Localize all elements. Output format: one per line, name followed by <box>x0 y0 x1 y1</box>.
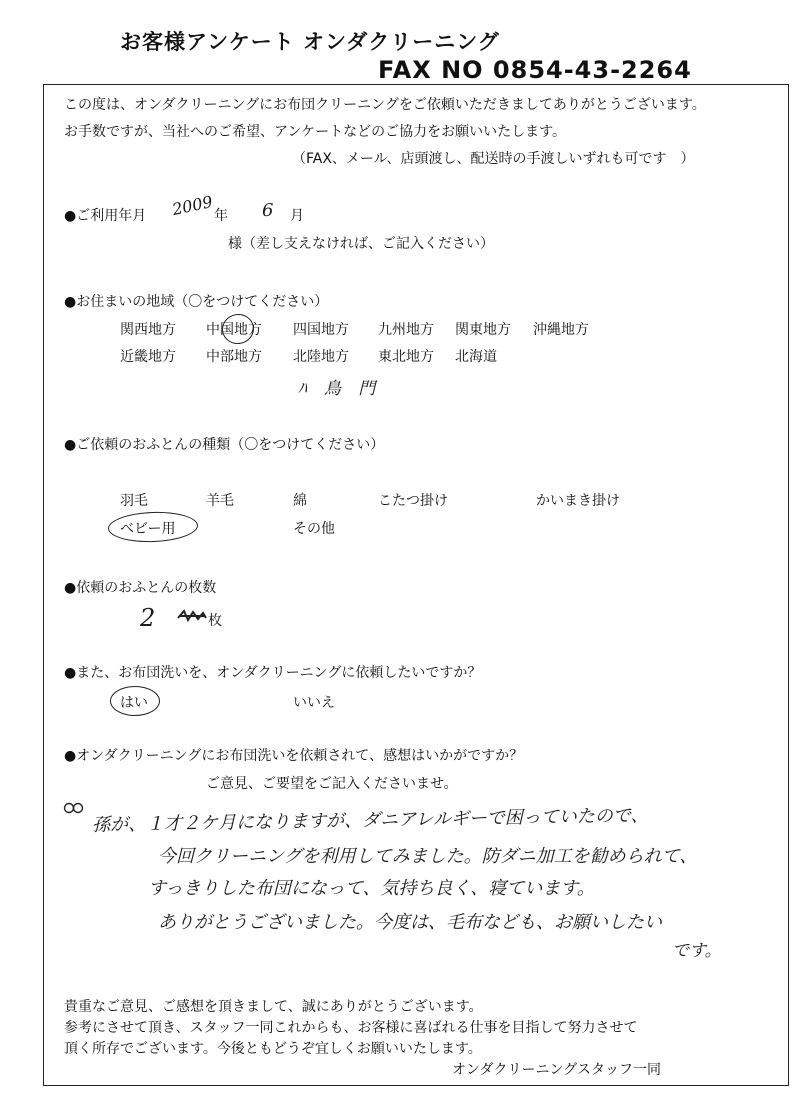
region-chubu: 中部地方 <box>206 349 262 365</box>
region-kinki: 近畿地方 <box>120 349 176 365</box>
region-handwritten-note: ﾊ 鳥 門 <box>298 379 382 399</box>
futon-men: 綿 <box>293 493 307 509</box>
closing-signature: オンダクリーニングスタッフ一同 <box>452 1062 662 1078</box>
intro-line-1: この度は、オンダクリーニングにお布団クリーニングをご依頼いただきましてありがとうございます。 <box>64 97 706 113</box>
region-kansai: 関西地方 <box>120 322 176 338</box>
futon-kotatsu: こたつ掛け <box>378 493 448 509</box>
impression-sub: ご意見、ご要望をご記入くださいませ。 <box>206 776 458 792</box>
count-handwritten: 2 <box>140 604 156 632</box>
impression-line-3: すっきりした布団になって、気持ち良く、寝ています。 <box>148 878 595 899</box>
region-hokuriku: 北陸地方 <box>293 349 349 365</box>
closing-line-2: 参考にさせて頂き、スタッフ一同これからも、お客様に喜ばれる仕事を目指して努力させて <box>64 1020 638 1036</box>
doodle-icon <box>62 800 86 816</box>
region-kanto: 関東地方 <box>455 322 511 338</box>
request-yes: はい <box>120 695 148 711</box>
futon-youmou: 羊毛 <box>206 493 234 509</box>
scribble-mark <box>176 608 208 624</box>
region-kyushu: 九州地方 <box>378 322 434 338</box>
count-unit: 枚 <box>208 613 222 629</box>
impression-line-1: 孫が、１才２ケ月になりますが、ダニアレルギーで困っていたので、 <box>91 805 649 836</box>
usage-year-handwritten: 2009 <box>170 191 215 220</box>
impression-line-5: です。 <box>672 941 722 961</box>
region-chugoku: 中国地方 <box>206 322 262 338</box>
usage-year-label: 年 <box>214 208 228 224</box>
request-again-heading: ●また、お布団洗いを、オンダクリーニングに依頼したいですか？ <box>64 665 482 681</box>
impression-line-2: 今回クリーニングを利用してみました。防ダニ加工を勧められて、 <box>158 846 698 867</box>
usage-month-label: 月 <box>290 208 304 224</box>
impression-line-4: ありがとうございました。今度は、毛布なども、お願いしたい <box>158 912 662 933</box>
count-heading: ●依頼のおふとんの枚数 <box>64 580 217 596</box>
region-hokkaido: 北海道 <box>455 349 497 365</box>
region-heading: ●お住まいの地域（〇をつけてください） <box>64 294 329 310</box>
region-shikoku: 四国地方 <box>293 322 349 338</box>
name-label: 様（差し支えなければ、ご記入ください） <box>228 236 494 252</box>
request-selected-circle <box>110 686 160 716</box>
intro-line-2: お手数ですが、当社へのご希望、アンケートなどのご協力をお願いいたします。 <box>64 124 567 140</box>
request-no: いいえ <box>293 695 335 711</box>
closing-line-1: 貴重なご意見、ご感想を頂きまして、誠にありがとうございます。 <box>64 999 483 1015</box>
usage-label: ●ご利用年月 <box>64 208 147 224</box>
impression-heading: ●オンダクリーニングにお布団洗いを依頼されて、感想はいかがですか？ <box>64 748 524 764</box>
closing-line-3: 頂く所存でございます。今後ともどうぞ宜しくお願いいたします。 <box>64 1041 482 1057</box>
fax-number: FAX NO 0854-43-2264 <box>378 56 692 84</box>
intro-line-3: （FAX、メール、店頭渡し、配送時の手渡しいずれも可です ） <box>292 151 695 167</box>
futon-other: その他 <box>293 521 335 537</box>
futon-baby: ベビー用 <box>120 521 176 537</box>
futon-umou: 羽毛 <box>120 493 148 509</box>
region-tohoku: 東北地方 <box>378 349 434 365</box>
usage-month-handwritten: 6 <box>262 200 274 221</box>
futon-kaimaki: かいまき掛け <box>536 493 620 509</box>
survey-title: お客様アンケート オンダクリーニング <box>120 30 500 54</box>
region-okinawa: 沖縄地方 <box>533 322 589 338</box>
futon-type-heading: ●ご依頼のおふとんの種類（〇をつけてください） <box>64 437 385 453</box>
